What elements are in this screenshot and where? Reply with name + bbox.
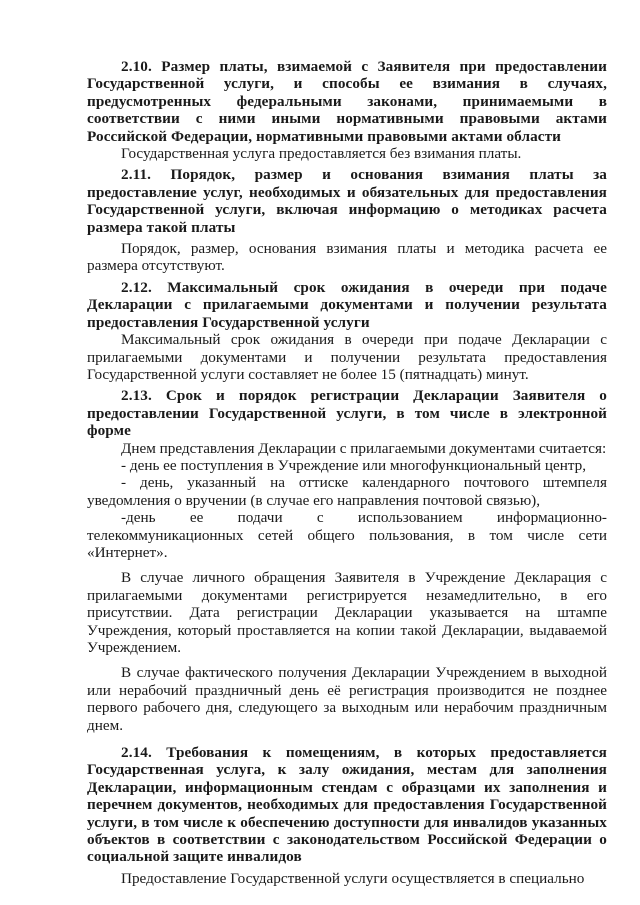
section-2-13-heading: 2.13. Срок и порядок регистрации Декларации Заявителя о предоставлении Государственной услуги, в том числе в электронной форме xyxy=(87,387,607,440)
section-2-13-intro: Днем представления Декларации с прилагаемыми документами считается: xyxy=(121,439,607,457)
section-2-11-heading: 2.11. Порядок, размер и основания взимания платы за предоставление услуг, необходимых и обязательных для предоставления Государственной услуги, включая информацию о методиках расчета размера такой платы xyxy=(87,166,607,236)
section-2-13-personal-paragraph: В случае личного обращения Заявителя в Учреждение Декларация с прилагаемыми документами регистрируется незамедлительно, в его присутствии. Дата регистрации Декларации указывается на штампе Учреждения, который проставляется на копии такой Декларации, выдаваемой Учреждением. xyxy=(87,569,607,656)
section-2-14-heading: 2.14. Требования к помещениям, в которых предоставляется Государственная услуга, к залу ожидания, местам для заполнения Декларации, информационным стендам с образцами их заполнения и перечнем документов, необходимых для предоставления Государственной услуги, в том числе к обеспечению доступности для инвалидов указанных объектов в соответствии с законодательством Российской Федерации о социальной защите инвалидов xyxy=(87,744,607,866)
list-item: -день ее подачи с использованием информационно-телекоммуникационных сетей общего пользования, в том числе сети «Интернет». xyxy=(87,509,607,561)
list-item: - день ее поступления в Учреждение или многофункциональный центр, xyxy=(121,456,587,474)
section-2-13-holiday-paragraph: В случае фактического получения Декларации Учреждением в выходной или нерабочий праздничный день её регистрация производится не позднее первого рабочего дня, следующего за выходным или нерабочим праздничным днем. xyxy=(87,664,607,734)
section-2-12-heading: 2.12. Максимальный срок ожидания в очереди при подаче Декларации с прилагаемыми документами и получении результата предоставления Государственной услуги xyxy=(87,278,607,331)
section-2-12-text: Максимальный срок ожидания в очереди при подаче Декларации с прилагаемыми документами и получении результата предоставления Государственной услуги составляет не более 15 (пятнадцать) минут. xyxy=(87,331,607,383)
section-2-10-heading: 2.10. Размер платы, взимаемой с Заявителя при предоставлении Государственной услуги, и способы ее взимания в случаях, предусмотренных федеральными законами, принимаемыми в соответствии с ними иными нормативными правовыми актами Российской Федерации, нормативными правовыми актами области xyxy=(87,58,607,145)
section-2-11-text: Порядок, размер, основания взимания платы и методика расчета ее размера отсутствуют. xyxy=(87,240,607,275)
section-2-14-text: Предоставление Государственной услуги осуществляется в специально xyxy=(121,869,585,887)
list-item: - день, указанный на оттиске календарного почтового штемпеля уведомления о вручении (в случае его направления почтовой связью), xyxy=(87,474,607,509)
document-body xyxy=(87,58,607,887)
section-2-10-text: Государственная услуга предоставляется без взимания платы. xyxy=(121,145,522,163)
